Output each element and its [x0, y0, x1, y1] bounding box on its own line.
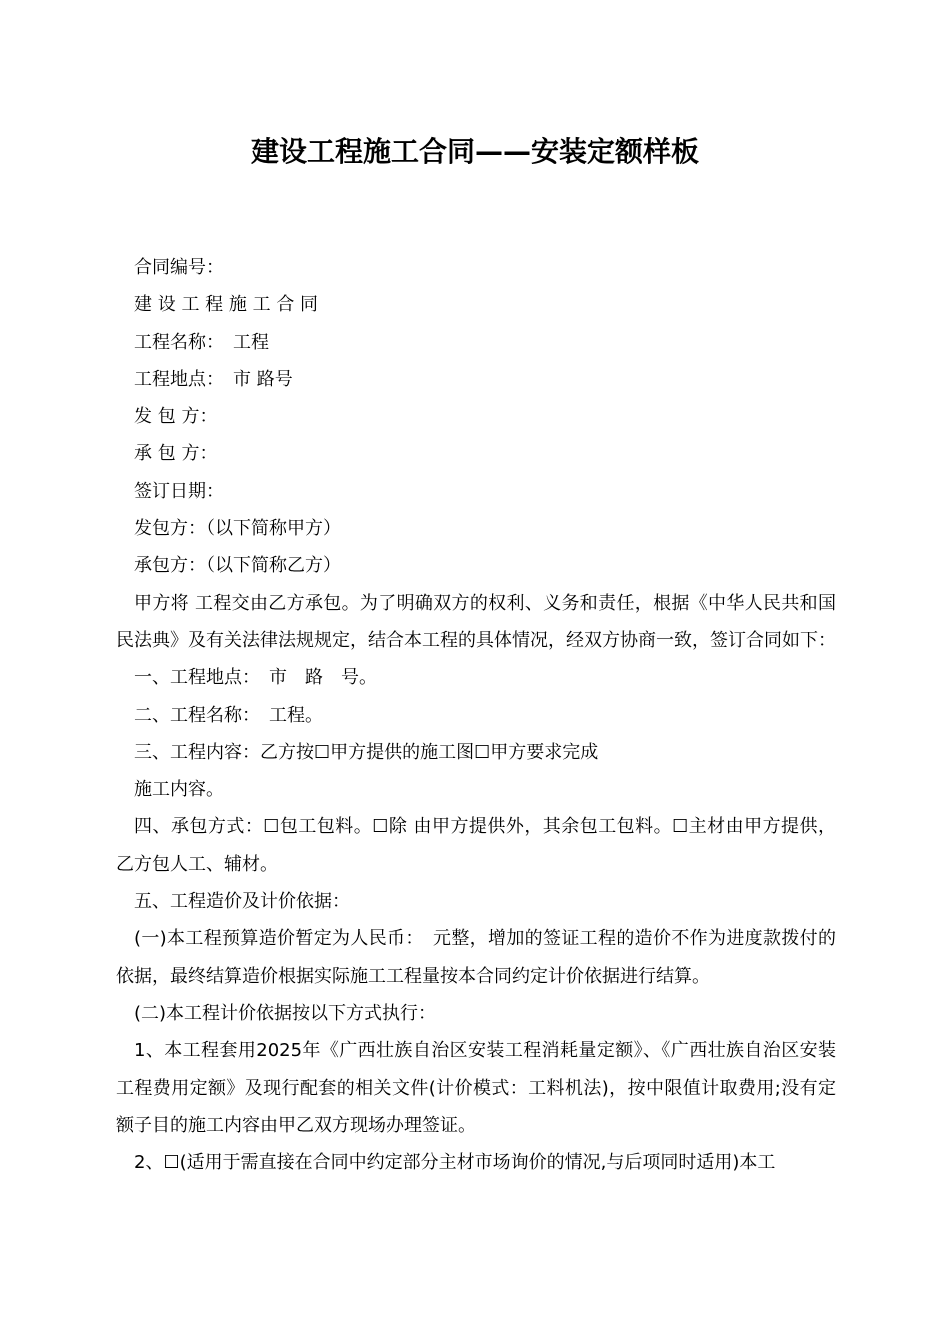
- contract-no-field: 合同编号：: [134, 257, 224, 278]
- party-a-field: 发包方：（以下简称甲方）: [134, 518, 341, 540]
- clause-5-2-2: 2、☐(适用于需直接在合同中约定部分主材市场询价的情况,与后项同时适用)本工: [134, 1152, 776, 1174]
- employer-field: 发 包 方：: [134, 406, 218, 428]
- clause-5-2: (二)本工程计价依据按以下方式执行：: [134, 1002, 437, 1024]
- clause-4: 四、承包方式：☐包工包料。☐除 由甲方提供外，其余包工包料。☐主材由甲方提供，乙方包人工、辅材。: [116, 816, 836, 875]
- project-name-field: 工程名称： 工程: [134, 331, 269, 353]
- document-body: [116, 249, 836, 1181]
- contract-type-heading: 建 设 工 程 施 工 合 同: [134, 294, 319, 316]
- clause-2: 二、工程名称： 工程。: [134, 704, 323, 726]
- project-location-field: 工程地点： 市 路号: [134, 368, 293, 390]
- clause-5-2-1: 1、本工程套用2025年《广西壮族自治区安装工程消耗量定额》、《广西壮族自治区安装工程费用定额》及现行配套的相关文件(计价模式：工料机法)，按中限值计取费用;没有定额子目的施工内容由甲乙双方现场办理签证。: [116, 1040, 836, 1136]
- clause-3: 三、工程内容：乙方按☐甲方提供的施工图☐甲方要求完成: [134, 741, 599, 763]
- clause-5: 五、工程造价及计价依据：: [134, 891, 350, 913]
- clause-5-1: (一)本工程预算造价暂定为人民币： 元整，增加的签证工程的造价不作为进度款拨付的依据，最终结算造价根据实际施工工程量按本合同约定计价依据进行结算。: [116, 928, 836, 987]
- clause-1: 一、工程地点： 市 路 号。: [134, 667, 377, 689]
- party-b-field: 承包方：（以下简称乙方）: [134, 555, 341, 577]
- intro-paragraph: 甲方将 工程交由乙方承包。为了明确双方的权利、义务和责任，根据《中华人民共和国民法典》及有关法律法规规定，结合本工程的具体情况，经双方协商一致，签订合同如下：: [116, 592, 836, 651]
- contractor-field: 承 包 方：: [134, 443, 218, 465]
- clause-3-continued: 施工内容。: [134, 779, 224, 801]
- document-title: 建设工程施工合同——安装定额样板: [250, 135, 699, 168]
- sign-date-field: 签订日期：: [134, 480, 224, 502]
